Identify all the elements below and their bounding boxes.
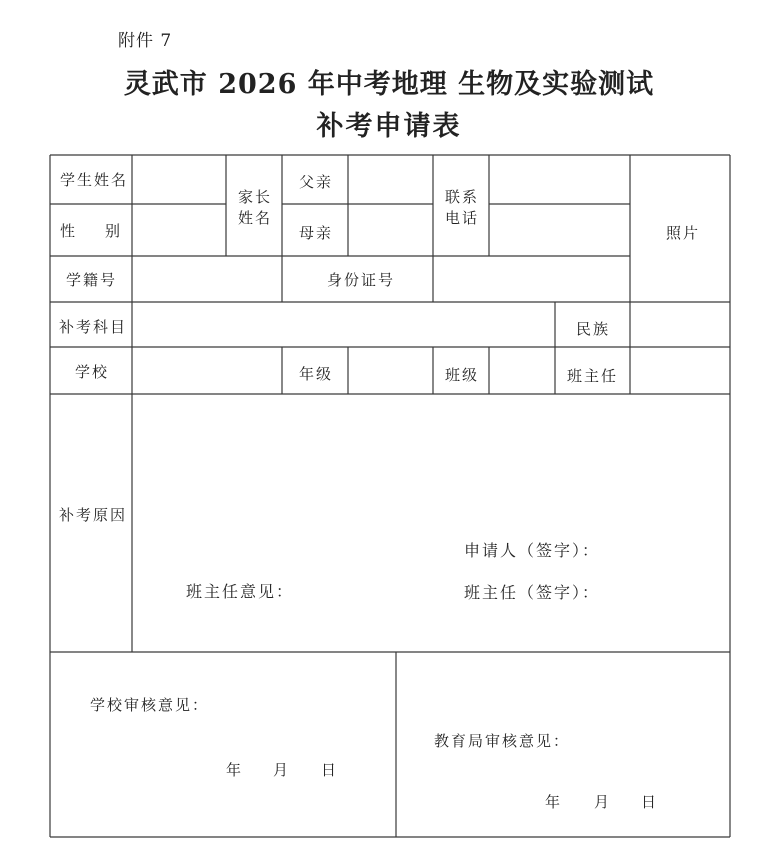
bureau-date-month: 月	[594, 793, 612, 811]
photo-label: 照片	[666, 224, 701, 242]
bureau-date-day: 日	[641, 793, 659, 811]
head-teacher-signature-label: 班主任（签字）：	[464, 583, 601, 602]
school-label: 学校	[75, 363, 110, 381]
parent-name-label-line1: 家长	[238, 188, 273, 206]
school-review-opinion-label: 学校审核意见：	[90, 696, 210, 714]
id-card-number-label: 身份证号	[327, 271, 396, 289]
form-title: 灵武市 2026 年中考地理 生物及实验测试	[123, 69, 655, 100]
applicant-signature-label: 申请人（签字）：	[464, 541, 601, 560]
student-name-label: 学生姓名	[60, 171, 129, 189]
gender-label-2: 别	[105, 222, 123, 240]
parent-name-label-line2: 姓名	[238, 209, 273, 227]
school-date-day: 日	[321, 761, 339, 779]
head-teacher-opinion-label: 班主任意见：	[186, 582, 295, 601]
bureau-date-year: 年	[545, 793, 563, 811]
mother-label: 母亲	[299, 224, 334, 242]
grade-label: 年级	[299, 365, 334, 383]
form-subtitle: 补考申请表	[316, 111, 462, 142]
gender-label: 性	[60, 222, 78, 240]
class-label: 班级	[445, 366, 480, 384]
father-label: 父亲	[299, 173, 334, 191]
contact-phone-label-line1: 联系	[445, 188, 480, 206]
education-bureau-review-label: 教育局审核意见：	[434, 732, 571, 750]
school-date-year: 年	[226, 761, 244, 779]
head-teacher-label: 班主任	[567, 367, 619, 385]
makeup-subject-label: 补考科目	[59, 318, 128, 336]
student-id-label: 学籍号	[66, 271, 118, 289]
ethnicity-label: 民族	[576, 320, 611, 338]
contact-phone-label-line2: 电话	[445, 209, 480, 227]
makeup-reason-label: 补考原因	[59, 506, 128, 524]
annex-label: 附件 7	[118, 31, 173, 51]
school-date-month: 月	[273, 761, 291, 779]
